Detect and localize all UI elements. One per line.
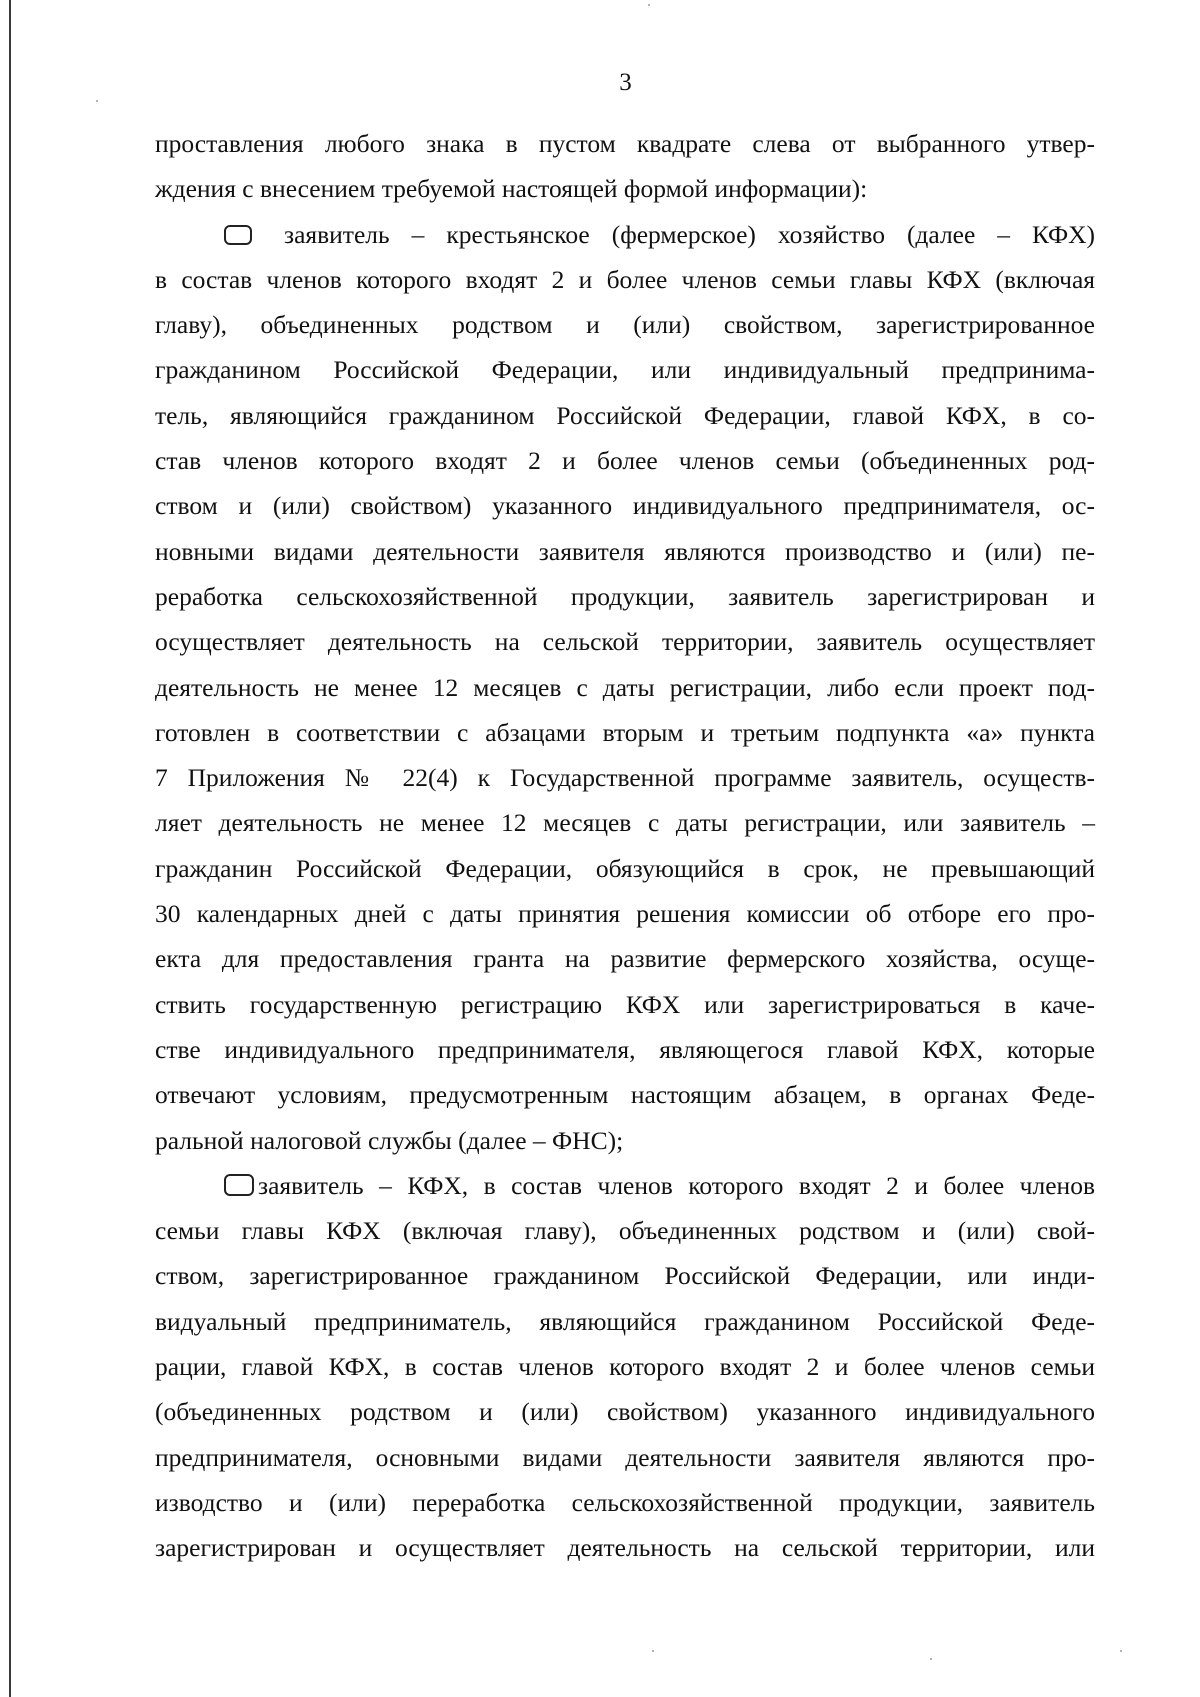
option-1-line: осуществляет деятельность на сельской территории, заявитель осуществляет bbox=[155, 627, 1095, 657]
option-1-line: екта для предоставления гранта на развитие фермерского хозяйства, осуще- bbox=[155, 944, 1095, 974]
option-1-line: отвечают условиям, предусмотренным настоящим абзацем, в органах Феде- bbox=[155, 1080, 1095, 1110]
option-2-line: рации, главой КФХ, в состав членов которого входят 2 и более членов семьи bbox=[155, 1352, 1095, 1382]
scan-speck bbox=[1120, 1650, 1122, 1652]
option-1-line: реработка сельскохозяйственной продукции, заявитель зарегистрирован и bbox=[155, 581, 1095, 611]
option-2-line: видуальный предприниматель, являющийся гражданином Российской Феде- bbox=[155, 1306, 1095, 1336]
option-1-line: став членов которого входят 2 и более членов семьи (объединенных род- bbox=[155, 446, 1095, 476]
option-2-line: изводство и (или) переработка сельскохозяйственной продукции, заявитель bbox=[155, 1487, 1095, 1517]
option-1-line: деятельность не менее 12 месяцев с даты регистрации, либо если проект под- bbox=[155, 672, 1095, 702]
option-1-first-line bbox=[155, 212, 1095, 257]
intro-line: проставления любого знака в пустом квадрате слева от выбранного утвер- bbox=[155, 129, 1095, 158]
option-2-line-text: заявитель – КФХ, в состав членов которого входят 2 и более членов bbox=[258, 1170, 1095, 1200]
option-1-line: ством и (или) свойством) указанного индивидуального предпринимателя, ос- bbox=[155, 491, 1095, 521]
document-body bbox=[155, 121, 1095, 1571]
scan-speck bbox=[930, 1658, 932, 1660]
option-2-line: семьи главы КФХ (включая главу), объединенных родством и (или) свой- bbox=[155, 1216, 1095, 1246]
page-number: 3 bbox=[619, 69, 632, 96]
option-2-line: предпринимателя, основными видами деятельности заявителя являются про- bbox=[155, 1442, 1095, 1472]
scan-speck bbox=[648, 4, 650, 6]
option-1-line: ральной налоговой службы (далее – ФНС); bbox=[155, 1125, 624, 1155]
option-1-line: 30 календарных дней с даты принятия решения комиссии об отборе его про- bbox=[155, 899, 1095, 929]
scan-speck bbox=[96, 100, 98, 102]
option-1-line: 7 Приложения № 22(4) к Государственной программе заявитель, осуществ- bbox=[155, 763, 1095, 793]
option-2-line: зарегистрирован и осуществляет деятельность на сельской территории, или bbox=[155, 1533, 1095, 1563]
intro-line: ждения с внесением требуемой настоящей формой информации): bbox=[155, 174, 868, 204]
option-1-line: главу), объединенных родством и (или) свойством, зарегистрированное bbox=[155, 310, 1095, 340]
option-1-line: ствить государственную регистрацию КФХ или зарегистрироваться в каче- bbox=[155, 989, 1095, 1019]
option-2-first-line bbox=[155, 1163, 1095, 1208]
option-2-line: ством, зарегистрированное гражданином Российской Федерации, или инди- bbox=[155, 1261, 1095, 1291]
scan-left-edge bbox=[9, 0, 11, 1697]
option-1-line: гражданин Российской Федерации, обязующийся в срок, не превышающий bbox=[155, 853, 1095, 883]
option-1-line: тель, являющийся гражданином Российской Федерации, главой КФХ, в со- bbox=[155, 400, 1095, 430]
scan-speck bbox=[652, 1650, 654, 1652]
option-2-checkbox[interactable] bbox=[224, 1174, 254, 1196]
option-2-line: (объединенных родством и (или) свойством) указанного индивидуального bbox=[155, 1397, 1095, 1427]
option-1-line: готовлен в соответствии с абзацами вторым и третьим подпункта «а» пункта bbox=[155, 717, 1095, 747]
option-1-line: новными видами деятельности заявителя являются производство и (или) пе- bbox=[155, 536, 1095, 566]
option-1-line: в состав членов которого входят 2 и более членов семьи главы КФХ (включая bbox=[155, 264, 1095, 294]
option-1-line: ляет деятельность не менее 12 месяцев с даты регистрации, или заявитель – bbox=[155, 808, 1095, 838]
option-1-checkbox[interactable] bbox=[224, 225, 252, 245]
option-1-line: гражданином Российской Федерации, или индивидуальный предпринима- bbox=[155, 355, 1095, 385]
option-1-line: стве индивидуального предпринимателя, являющегося главой КФХ, которые bbox=[155, 1034, 1095, 1064]
option-1-line-text: заявитель – крестьянское (фермерское) хозяйство (далее – КФХ) bbox=[284, 219, 1095, 249]
